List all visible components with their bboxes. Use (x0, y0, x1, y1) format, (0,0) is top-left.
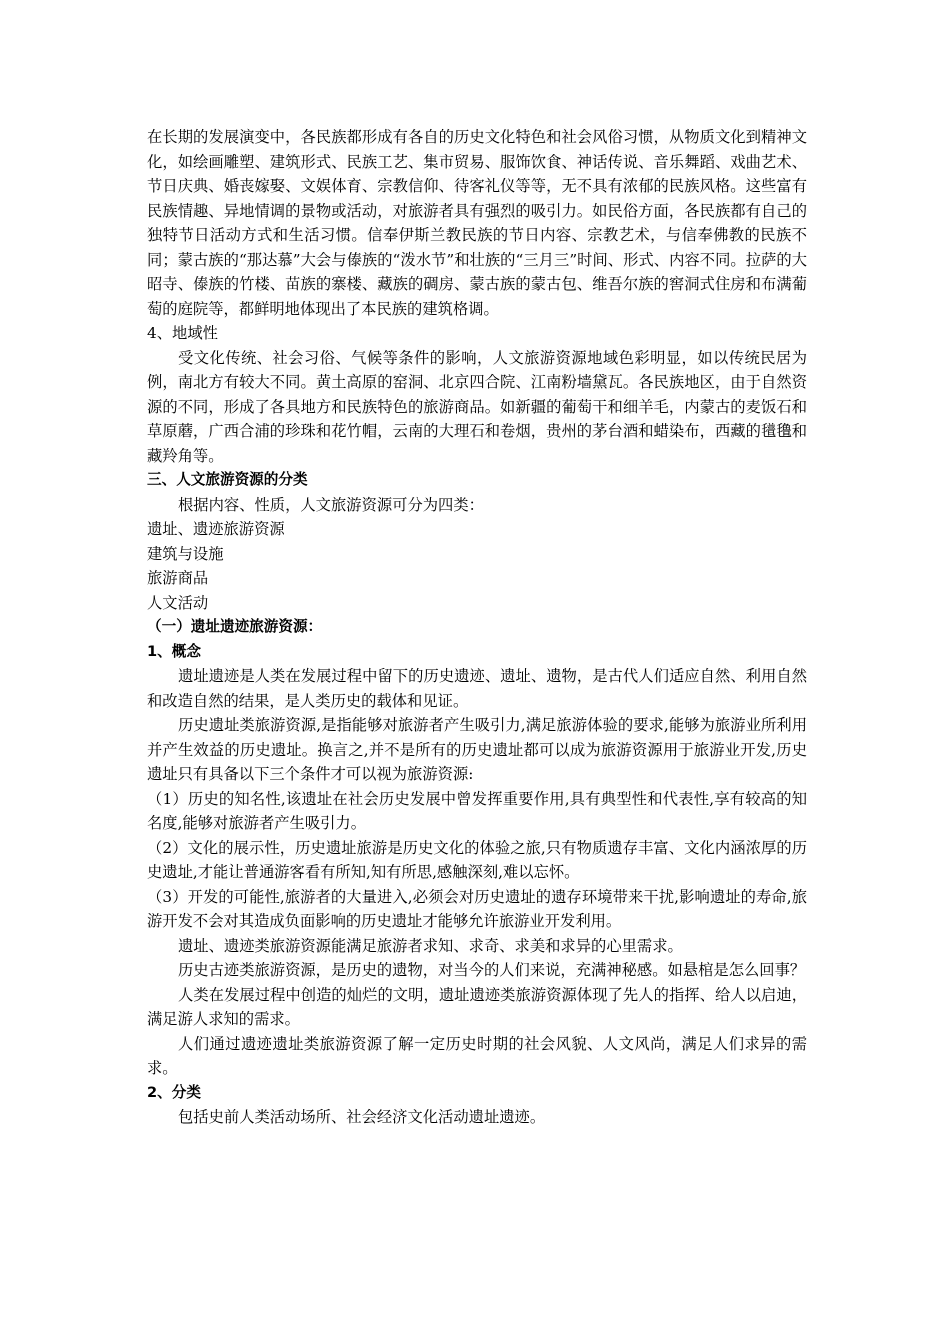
paragraph-social-customs: 人们通过遗迹遗址类旅游资源了解一定历史时期的社会风貌、人文风尚，满足人们求异的需求。 (147, 1034, 807, 1077)
heading-sites-resources: （一）遗址遗迹旅游资源： (147, 618, 323, 635)
paragraph-historic-sites: 历史遗址类旅游资源,是指能够对旅游者产生吸引力,满足旅游体验的要求,能够为旅游业所利用并产生效益的历史遗址。换言之,并不是所有的历史遗址都可以成为旅游资源用于旅游业开发,历史遗址只有具备以下三个条件才可以视为旅游资源: (147, 716, 807, 783)
category-item-goods: 旅游商品 (147, 569, 209, 587)
paragraph-needs: 遗址、遗迹类旅游资源能满足旅游者求知、求奇、求美和求异的心里需求。 (178, 936, 683, 955)
paragraph-classification-intro: 根据内容、性质，人文旅游资源可分为四类： (178, 495, 484, 514)
heading-regionality: 4、地域性 (147, 324, 218, 342)
condition-display: （2）文化的展示性，历史遗址旅游是历史文化的体验之旅,只有物质遗存丰富、文化内涵浓厚的历史遗址,才能让普通游客看有所知,知有所思,感触深刻,难以忘怀。 (147, 838, 807, 881)
heading-classification: 三、人文旅游资源的分类 (147, 471, 308, 488)
paragraph-types: 包括史前人类活动场所、社会经济文化活动遗址遗迹。 (178, 1108, 546, 1126)
category-item-sites: 遗址、遗迹旅游资源 (147, 520, 285, 538)
paragraph-ethnic-customs: 在长期的发展演变中，各民族都形成有各自的历史文化特色和社会风俗习惯，从物质文化到精神文化，如绘画雕塑、建筑形式、民族工艺、集市贸易、服饰饮食、神话传说、音乐舞蹈、戏曲艺术、节日庆典、婚丧嫁娶、文娱体育、宗教信仰、待客礼仪等等，无不具有浓郁的民族风格。这些富有民族情趣、异地情调的景物或活动，对旅游者具有强烈的吸引力。如民俗方面，各民族都有自己的独特节日活动方式和生活习惯。信奉伊斯兰教民族的节日内容、宗教艺术，与信奉佛教的民族不同；蒙古族的“那达慕”大会与傣族的“泼水节”和壮族的“三月三”时间、形式、内容不同。拉萨的大昭寺、傣族的竹楼、苗族的寨楼、藏族的碉房、蒙古族的蒙古包、维吾尔族的窖洞式住房和布满葡萄的庭院等，都鲜明地体现出了本民族的建筑格调。 (147, 128, 807, 318)
condition-fame: （1）历史的知名性,该遗址在社会历史发展中曾发挥重要作用,具有典型性和代表性,享有较高的知名度,能够对旅游者产生吸引力。 (147, 789, 807, 832)
heading-types: 2、分类 (147, 1083, 201, 1101)
paragraph-concept: 遗址遗迹是人类在发展过程中留下的历史遗迹、遗址、遗物，是古代人们适应自然、利用自然和改造自然的结果，是人类历史的载体和见证。 (147, 667, 807, 710)
paragraph-civilization: 人类在发展过程中创造的灿烂的文明，遗址遗迹类旅游资源体现了先人的指挥、给人以启迪，满足游人求知的需求。 (147, 985, 807, 1028)
category-item-buildings: 建筑与设施 (147, 544, 224, 563)
paragraph-mystery: 历史古迹类旅游资源，是历史的遗物，对当今的人们来说，充满神秘感。如悬棺是怎么回事？ (178, 961, 806, 979)
document-body (147, 125, 807, 1130)
condition-feasibility: （3）开发的可能性,旅游者的大量进入,必须会对历史遗址的遗存环境带来干扰,影响遗址的寿命,旅游开发不会对其造成负面影响的历史遗址才能够允许旅游业开发利用。 (147, 887, 807, 930)
heading-concept: 1、概念 (147, 642, 201, 660)
category-item-activities: 人文活动 (147, 593, 209, 612)
paragraph-regionality: 受文化传统、社会习俗、气候等条件的影响，人文旅游资源地域色彩明显，如以传统民居为例，南北方有较大不同。黄土高原的窑洞、北京四合院、江南粉墙黛瓦。各民族地区，由于自然资源的不同，形成了各具地方和民族特色的旅游商品。如新疆的葡萄干和细羊毛，内蒙古的麦饭石和草原蘑，广西合浦的珍珠和花竹帽，云南的大理石和卷烟，贵州的茅台酒和蜡染布，西藏的氆氇和藏羚角等。 (147, 348, 807, 465)
